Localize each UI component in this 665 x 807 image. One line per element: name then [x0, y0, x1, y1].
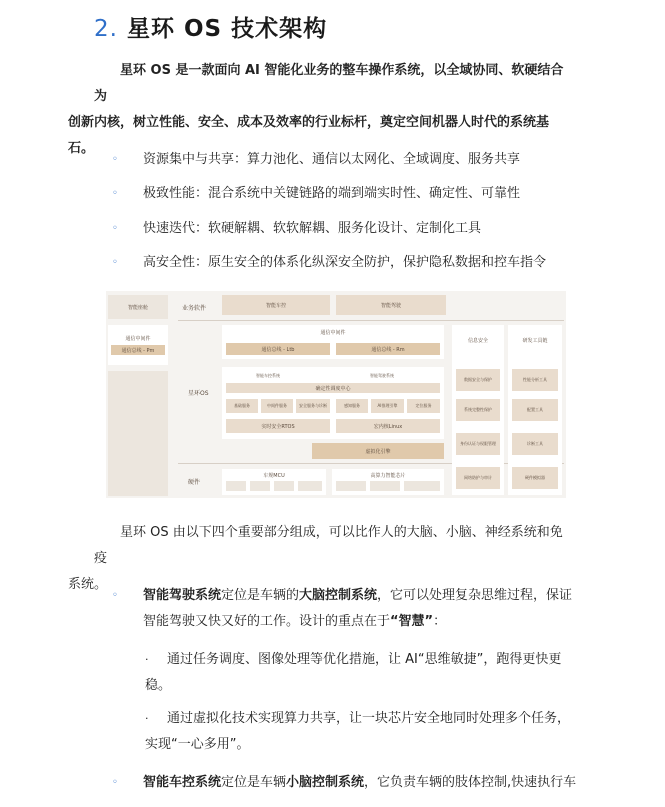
feature-text: 资源集中与共享：算力池化、通信以太网化、全域调度、服务共享 [143, 152, 521, 167]
bullet-icon: ◦ [112, 188, 118, 199]
diagram-comm-mw-label: 通信中间件 [320, 330, 346, 336]
diagram-sec-item: 网络防护与审计 [456, 467, 500, 489]
diagram-business-b: 智能驾驶 [336, 295, 446, 315]
sub-bullet-item [145, 706, 575, 758]
diagram-row-os: 星环OS [188, 390, 209, 397]
sub-bullet-text: 通过任务调度、图像处理等优化措施，让 AI“思维敏捷”，跑得更快更 [167, 652, 562, 667]
item2-text-2: ，它负责车辆的肢体控制,快速执行车 [364, 775, 577, 790]
item1-line2: 智能驾驶又快又好的工作。设计的重点在于 [143, 614, 391, 629]
para2-line-2: 系统。 [68, 577, 108, 592]
item1-bold-2: 大脑控制系统 [299, 588, 378, 603]
diagram-drive-sys: 智能驾驶系统 [370, 373, 394, 378]
diagram-divider [178, 463, 564, 464]
diagram-left-mw-label: 通信中间件 [125, 336, 151, 342]
intro-line-3: 石。 [68, 141, 95, 156]
diagram-realtime-sched: 确定性调度中心 [226, 383, 440, 393]
item2-bold-1: 智能车控系统 [143, 775, 222, 790]
section-heading [94, 10, 327, 43]
diagram-hw-chip [226, 481, 246, 491]
diagram-tool-item: 性能分析工具 [512, 369, 558, 391]
sub-bullet-icon: · [145, 653, 149, 666]
diagram-hypervisor: 虚拟化引擎 [312, 443, 444, 459]
section-number: 2. [94, 16, 118, 42]
diagram-svc: 安全服务与诊断 [296, 399, 330, 413]
diagram-svc: 定位服务 [407, 399, 440, 413]
feature-text: 高安全性：原生安全的体系化纵深安全防护，保护隐私数据和控车指令 [143, 255, 547, 270]
diagram-rtos: 实时安全RTOS [226, 419, 330, 433]
sub-bullet-text: 稳。 [145, 678, 172, 693]
diagram-hw-chip [298, 481, 322, 491]
diagram-sec-item: 身份认证与权限管理 [456, 433, 500, 455]
diagram-row-hw: 硬件 [188, 479, 201, 486]
diagram-svc: 基础服务 [226, 399, 258, 413]
diagram-divider [178, 320, 564, 321]
sub-bullet-text: 通过虚拟化技术实现算力共享，让一块芯片安全地同时处理多个任务， [167, 711, 571, 726]
section-title: 星环 OS 技术架构 [126, 16, 328, 42]
diagram-hw-chip [250, 481, 270, 491]
diagram-business-a: 智能车控 [222, 295, 330, 315]
diagram-tool-item: 硬件模拟器 [512, 467, 558, 489]
architecture-diagram [106, 291, 566, 498]
bullet-icon: ◦ [112, 154, 118, 165]
diagram-ctrl-sys: 智能车控系统 [256, 373, 280, 378]
diagram-hw-chip [274, 481, 294, 491]
diagram-row-business: 业务软件 [182, 305, 207, 312]
diagram-tool-item: 诊断工具 [512, 433, 558, 455]
diagram-comm-bus-a: 通信总线 - Ltb [226, 343, 330, 355]
bullet-icon: ◦ [112, 257, 118, 268]
feature-text: 快速迭代：软硬解耦、软软解耦、服务化设计、定制化工具 [143, 221, 482, 236]
diagram-hw-chip [404, 481, 440, 491]
item2-bold-2: 小脑控制系统 [286, 775, 365, 790]
item2-text-1: 定位是车辆 [221, 775, 287, 790]
diagram-sec-item: 系统完整性保护 [456, 399, 500, 421]
diagram-linux: 宏内核Linux [336, 419, 440, 433]
intro-line-1: 星环 OS 是一款面向 AI 智能化业务的整车操作系统，以全域协同、软硬结合为 [94, 63, 564, 104]
item1-colon: ： [433, 614, 447, 629]
sub-bullet-item [145, 647, 575, 699]
para2-line-1: 星环 OS 由以下四个重要部分组成，可以比作人的大脑、小脑、神经系统和免疫 [94, 525, 563, 566]
feature-text: 极致性能：混合系统中关键链路的端到端实时性、确定性、可靠性 [143, 186, 521, 201]
diagram-sec-item: 数据安全与保护 [456, 369, 500, 391]
diagram-hw-chip [336, 481, 366, 491]
diagram-left-mw-bus: 通信总线 - Pm [111, 345, 165, 355]
diagram-dev-tools-label: 研发工具链 [522, 338, 548, 344]
bullet-icon: ◦ [112, 590, 118, 601]
sub-bullet-icon: · [145, 712, 149, 725]
diagram-svc: 感知服务 [336, 399, 368, 413]
intro-line-2: 创新内核，树立性能、安全、成本及效率的行业标杆，奠定空间机器人时代的系统基 [68, 115, 550, 130]
diagram-cockpit: 智能座舱 [108, 295, 168, 319]
diagram-hw-chip [370, 481, 400, 491]
bullet-icon: ◦ [112, 223, 118, 234]
diagram-svc: 中间件服务 [261, 399, 293, 413]
sub-bullet-text: 实现“一心多用”。 [145, 737, 250, 752]
item1-text-1: 定位是车辆的 [221, 588, 300, 603]
item1-emphasis: “智慧” [390, 614, 434, 629]
diagram-svc: AI推理引擎 [371, 399, 404, 413]
diagram-comm-bus-b: 通信总线 - Rm [336, 343, 440, 355]
item1-bold-1: 智能驾驶系统 [143, 588, 222, 603]
diagram-hw-soc-label: 高算力智能芯片 [370, 473, 406, 479]
item1-text-2: ，它可以处理复杂思维过程，保证 [377, 588, 573, 603]
diagram-info-security-label: 信息安全 [467, 338, 488, 344]
bullet-icon: ◦ [112, 777, 118, 788]
diagram-left-filler [108, 371, 168, 496]
diagram-left-mw [108, 325, 168, 365]
diagram-tool-item: 配置工具 [512, 399, 558, 421]
diagram-hw-mcu-label: 车规MCU [263, 473, 285, 479]
